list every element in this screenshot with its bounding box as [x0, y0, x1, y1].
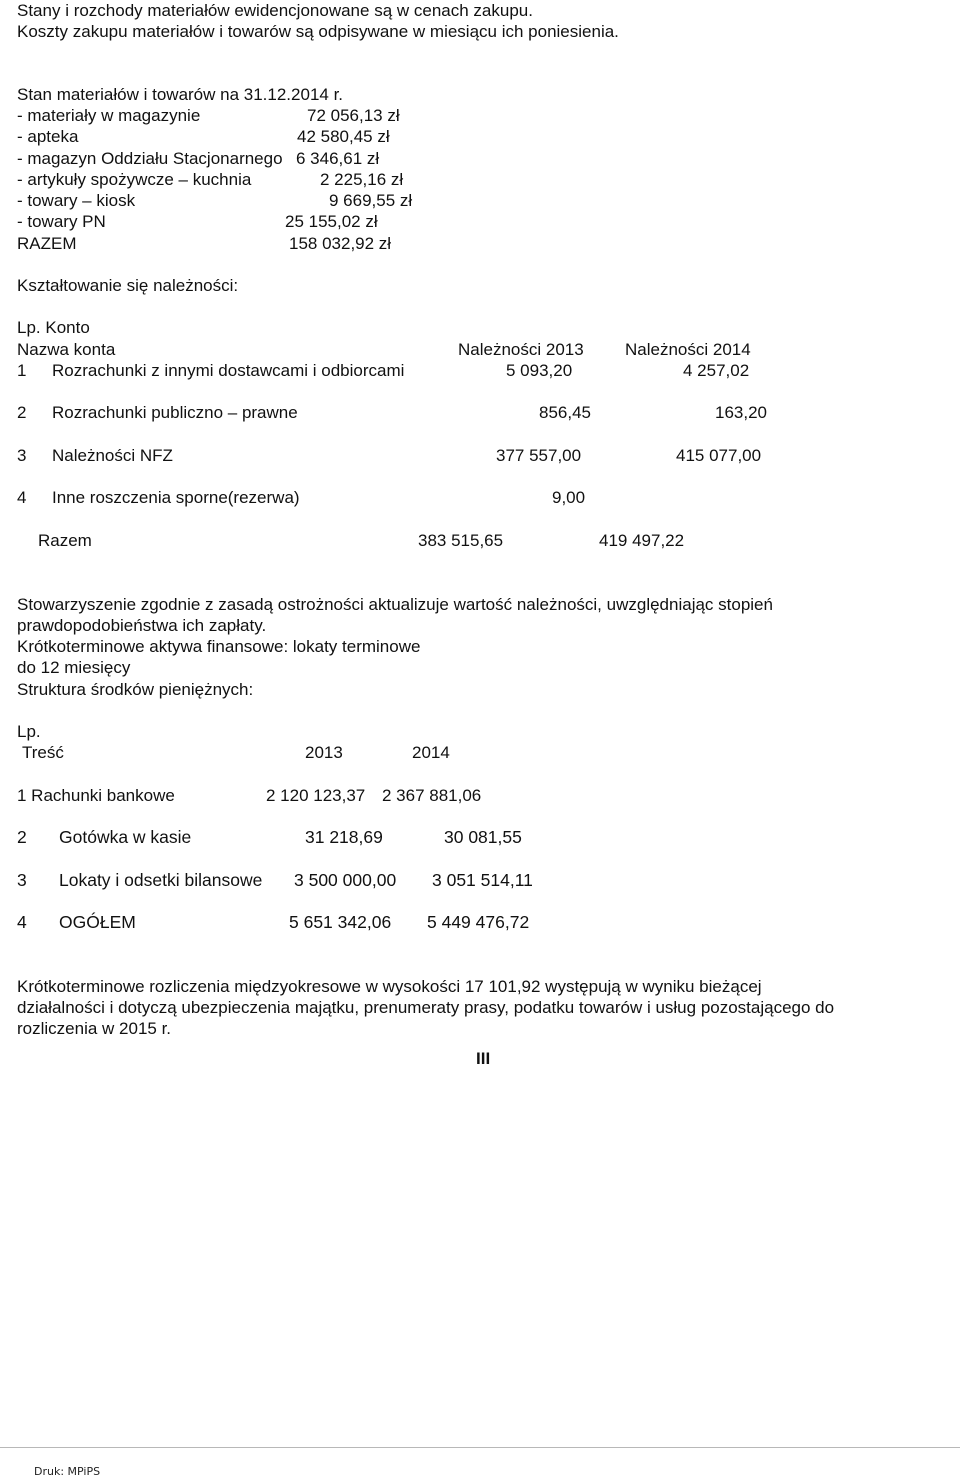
stock-row-label: - magazyn Oddziału Stacjonarnego: [17, 149, 283, 168]
cash-col-2014: 2014: [412, 743, 450, 762]
receivables-total-2014: 419 497,22: [599, 531, 685, 550]
stock-row-label: - materiały w magazynie: [17, 106, 201, 125]
receivables-row-name: Inne roszczenia sporne(rezerwa): [52, 488, 300, 507]
stock-row-label: - towary PN: [17, 212, 106, 231]
stock-row-value: 42 580,45 zł: [297, 127, 390, 146]
cash-row-lp: 2: [17, 827, 27, 847]
cash-row-lp: 4: [17, 912, 27, 932]
stock-row-label: - apteka: [17, 127, 79, 146]
receivables-row-lp: 1: [17, 361, 27, 380]
receivables-col-2013: Należności 2013: [458, 340, 584, 359]
receivables-row-lp: 2: [17, 403, 27, 422]
intro-line-2: Koszty zakupu materiałów i towarów są odpisywane w miesiącu ich poniesienia.: [17, 22, 619, 41]
cash-row-name: 1 Rachunki bankowe: [17, 786, 175, 805]
receivables-total-2013: 383 515,65: [418, 531, 504, 550]
stock-heading: Stan materiałów i towarów na 31.12.2014 r.: [17, 85, 344, 104]
receivables-row-2013: 5 093,20: [506, 361, 573, 380]
stock-row-value: 9 669,55 zł: [329, 191, 413, 210]
notes-line-1: Stowarzyszenie zgodnie z zasadą ostrożności aktualizuje wartość należności, uwzględniając stopień: [17, 595, 773, 614]
receivables-total-label: Razem: [38, 531, 92, 550]
footer-divider: [0, 1447, 960, 1448]
receivables-header-lp: Lp. Konto: [17, 318, 90, 337]
notes-line-4: do 12 miesięcy: [17, 658, 131, 677]
receivables-row-2013: 856,45: [539, 403, 591, 422]
cash-row-lp: 3: [17, 870, 27, 890]
cash-total-label: OGÓŁEM: [59, 912, 136, 932]
cash-row-name: Gotówka w kasie: [59, 827, 192, 847]
stock-row-label: - towary – kiosk: [17, 191, 136, 210]
receivables-col-name: Nazwa konta: [17, 340, 116, 359]
receivables-row-name: Rozrachunki publiczno – prawne: [52, 403, 298, 422]
intro-line-1: Stany i rozchody materiałów ewidencjonowane są w cenach zakupu.: [17, 1, 533, 20]
receivables-row-2013: 377 557,00: [496, 446, 582, 465]
cash-col-content: Treść: [22, 743, 64, 762]
stock-row-value: 2 225,16 zł: [320, 170, 404, 189]
footer-print-label: Druk: MPiPS: [34, 1465, 101, 1478]
cash-total-2013: 5 651 342,06: [289, 912, 392, 932]
stock-row-value: 72 056,13 zł: [307, 106, 400, 125]
receivables-col-2014: Należności 2014: [625, 340, 751, 359]
cash-row-name: Lokaty i odsetki bilansowe: [59, 870, 263, 890]
accruals-line-1: Krótkoterminowe rozliczenia międzyokresowe w wysokości 17 101,92 występują w wyniku bieżącej: [17, 977, 762, 996]
receivables-heading: Kształtowanie się należności:: [17, 276, 239, 295]
cash-row-2014: 3 051 514,11: [432, 870, 533, 890]
accruals-line-3: rozliczenia w 2015 r.: [17, 1019, 172, 1038]
receivables-row-lp: 4: [17, 488, 27, 507]
cash-row-2014: 2 367 881,06: [382, 786, 482, 805]
cash-row-2013: 2 120 123,37: [266, 786, 366, 805]
receivables-row-lp: 3: [17, 446, 27, 465]
receivables-row-name: Rozrachunki z innymi dostawcami i odbiorcami: [52, 361, 405, 380]
accruals-line-2: działalności i dotyczą ubezpieczenia majątku, prenumeraty prasy, podatku towarów i usług pozostającego do: [17, 998, 835, 1017]
stock-total-label: RAZEM: [17, 234, 77, 253]
cash-row-2013: 3 500 000,00: [294, 870, 397, 890]
cash-total-2014: 5 449 476,72: [427, 912, 530, 932]
receivables-row-2014: 163,20: [715, 403, 767, 422]
notes-line-2: prawdopodobieństwa ich zapłaty.: [17, 616, 267, 635]
cash-row-2013: 31 218,69: [305, 827, 383, 847]
receivables-row-2014: 415 077,00: [676, 446, 762, 465]
receivables-row-name: Należności NFZ: [52, 446, 173, 465]
notes-line-3: Krótkoterminowe aktywa finansowe: lokaty terminowe: [17, 637, 421, 656]
receivables-row-2014: 4 257,02: [683, 361, 750, 380]
stock-row-value: 25 155,02 zł: [285, 212, 378, 231]
receivables-row-2013: 9,00: [552, 488, 586, 507]
stock-row-value: 6 346,61 zł: [296, 149, 380, 168]
notes-line-5: Struktura środków pieniężnych:: [17, 680, 254, 699]
stock-total-value: 158 032,92 zł: [289, 234, 392, 253]
page-number-mark: III: [476, 1049, 491, 1068]
cash-lp-label: Lp.: [17, 722, 41, 741]
cash-col-2013: 2013: [305, 743, 343, 762]
cash-row-2014: 30 081,55: [444, 827, 522, 847]
stock-row-label: - artykuły spożywcze – kuchnia: [17, 170, 252, 189]
